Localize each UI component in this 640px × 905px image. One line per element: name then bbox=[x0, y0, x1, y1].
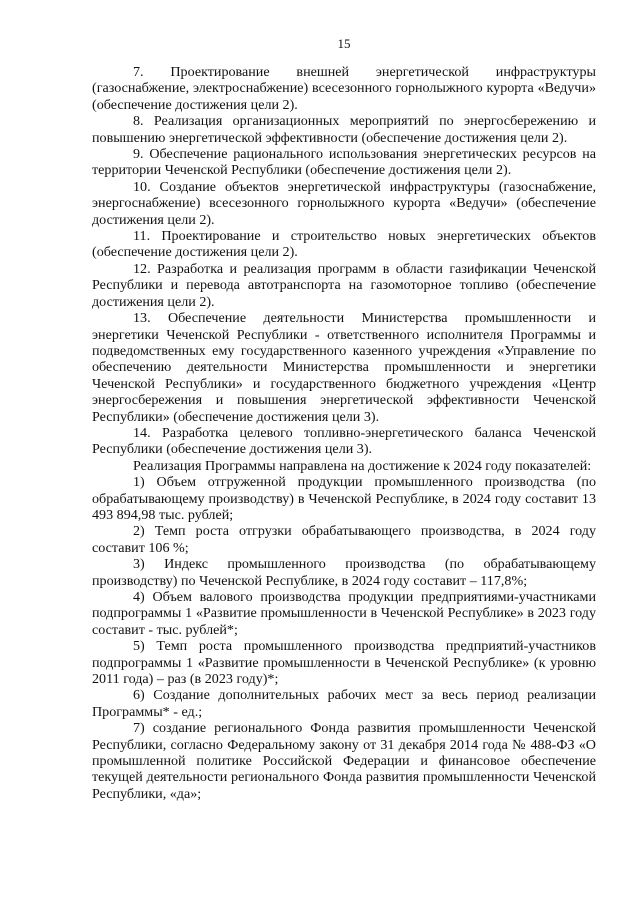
paragraph-item-12: 12. Разработка и реализация программ в области газификации Чеченской Республики и перевода автотранспорта на газомоторное топливо (обеспечение достижения цели 2). bbox=[92, 260, 596, 310]
indicator-5: 5) Темп роста промышленного производства предприятий-участников подпрограммы 1 «Развитие промышленности в Чеченской Республике» (к уровню 2011 года) – раз (в 2023 году)*; bbox=[92, 638, 596, 688]
indicator-2: 2) Темп роста отгрузки обрабатывающего производства, в 2024 году составит 106 %; bbox=[92, 523, 596, 556]
paragraph-item-9: 9. Обеспечение рационального использования энергетических ресурсов на территории Чеченской Республики (обеспечение достижения цели 2). bbox=[92, 146, 596, 179]
paragraph-item-7: 7. Проектирование внешней энергетической инфраструктуры (газоснабжение, электроснабжение) всесезонного горнолыжного курорта «Ведучи» (обеспечение достижения цели 2). bbox=[92, 64, 596, 113]
indicator-3: 3) Индекс промышленного производства (по обрабатывающему производству) по Чеченской Республике, в 2024 году составит – 117,8%; bbox=[92, 556, 596, 589]
indicator-6: 6) Создание дополнительных рабочих мест за весь период реализации Программы* - ед.; bbox=[92, 687, 596, 720]
indicator-7: 7) создание регионального Фонда развития промышленности Чеченской Республики, согласно Федеральному закону от 31 декабря 2014 года № 488-ФЗ «О промышленной политике Российской Федерации и финансовое обеспечение текущей деятельности регионального Фонда развития промышленности Чеченской Республики, «да»; bbox=[92, 720, 596, 802]
paragraph-item-11: 11. Проектирование и строительство новых энергетических объектов (обеспечение достижения цели 2). bbox=[92, 228, 596, 261]
page-number: 15 bbox=[337, 36, 351, 51]
paragraph-item-13: 13. Обеспечение деятельности Министерства промышленности и энергетики Чеченской Республики - ответственного исполнителя Программы и подведомственных ему государственного казенного учреждения «Управление по обеспечению деятельности Министерства промышленности и энергетики Чеченской Республики» и государственного бюджетного учреждения «Центр энергосбережения и повышения энергетической эффективности Чеченской Республики» (обеспечение достижения цели 3). bbox=[92, 310, 596, 425]
indicator-4: 4) Объем валового производства продукции предприятиями-участниками подпрограммы 1 «Развитие промышленности в Чеченской Республике» в 2023 году составит - тыс. рублей*; bbox=[92, 589, 596, 638]
indicators-intro: Реализация Программы направлена на достижение к 2024 году показателей: bbox=[133, 457, 592, 474]
document-body bbox=[92, 64, 596, 802]
indicator-1: 1) Объем отгруженной продукции промышленного производства (по обрабатывающему производству) в Чеченской Республике, в 2024 году составит 13 493 894,98 тыс. рублей; bbox=[92, 474, 596, 523]
paragraph-item-8: 8. Реализация организационных мероприятий по энергосбережению и повышению энергетической эффективности (обеспечение достижения цели 2). bbox=[92, 113, 596, 146]
paragraph-item-10: 10. Создание объектов энергетической инфраструктуры (газоснабжение, энергоснабжение) всесезонного горнолыжного курорта «Ведучи» (обеспечение достижения цели 2). bbox=[92, 178, 596, 228]
paragraph-item-14: 14. Разработка целевого топливно-энергетического баланса Чеченской Республики (обеспечение достижения цели 3). bbox=[92, 424, 596, 458]
